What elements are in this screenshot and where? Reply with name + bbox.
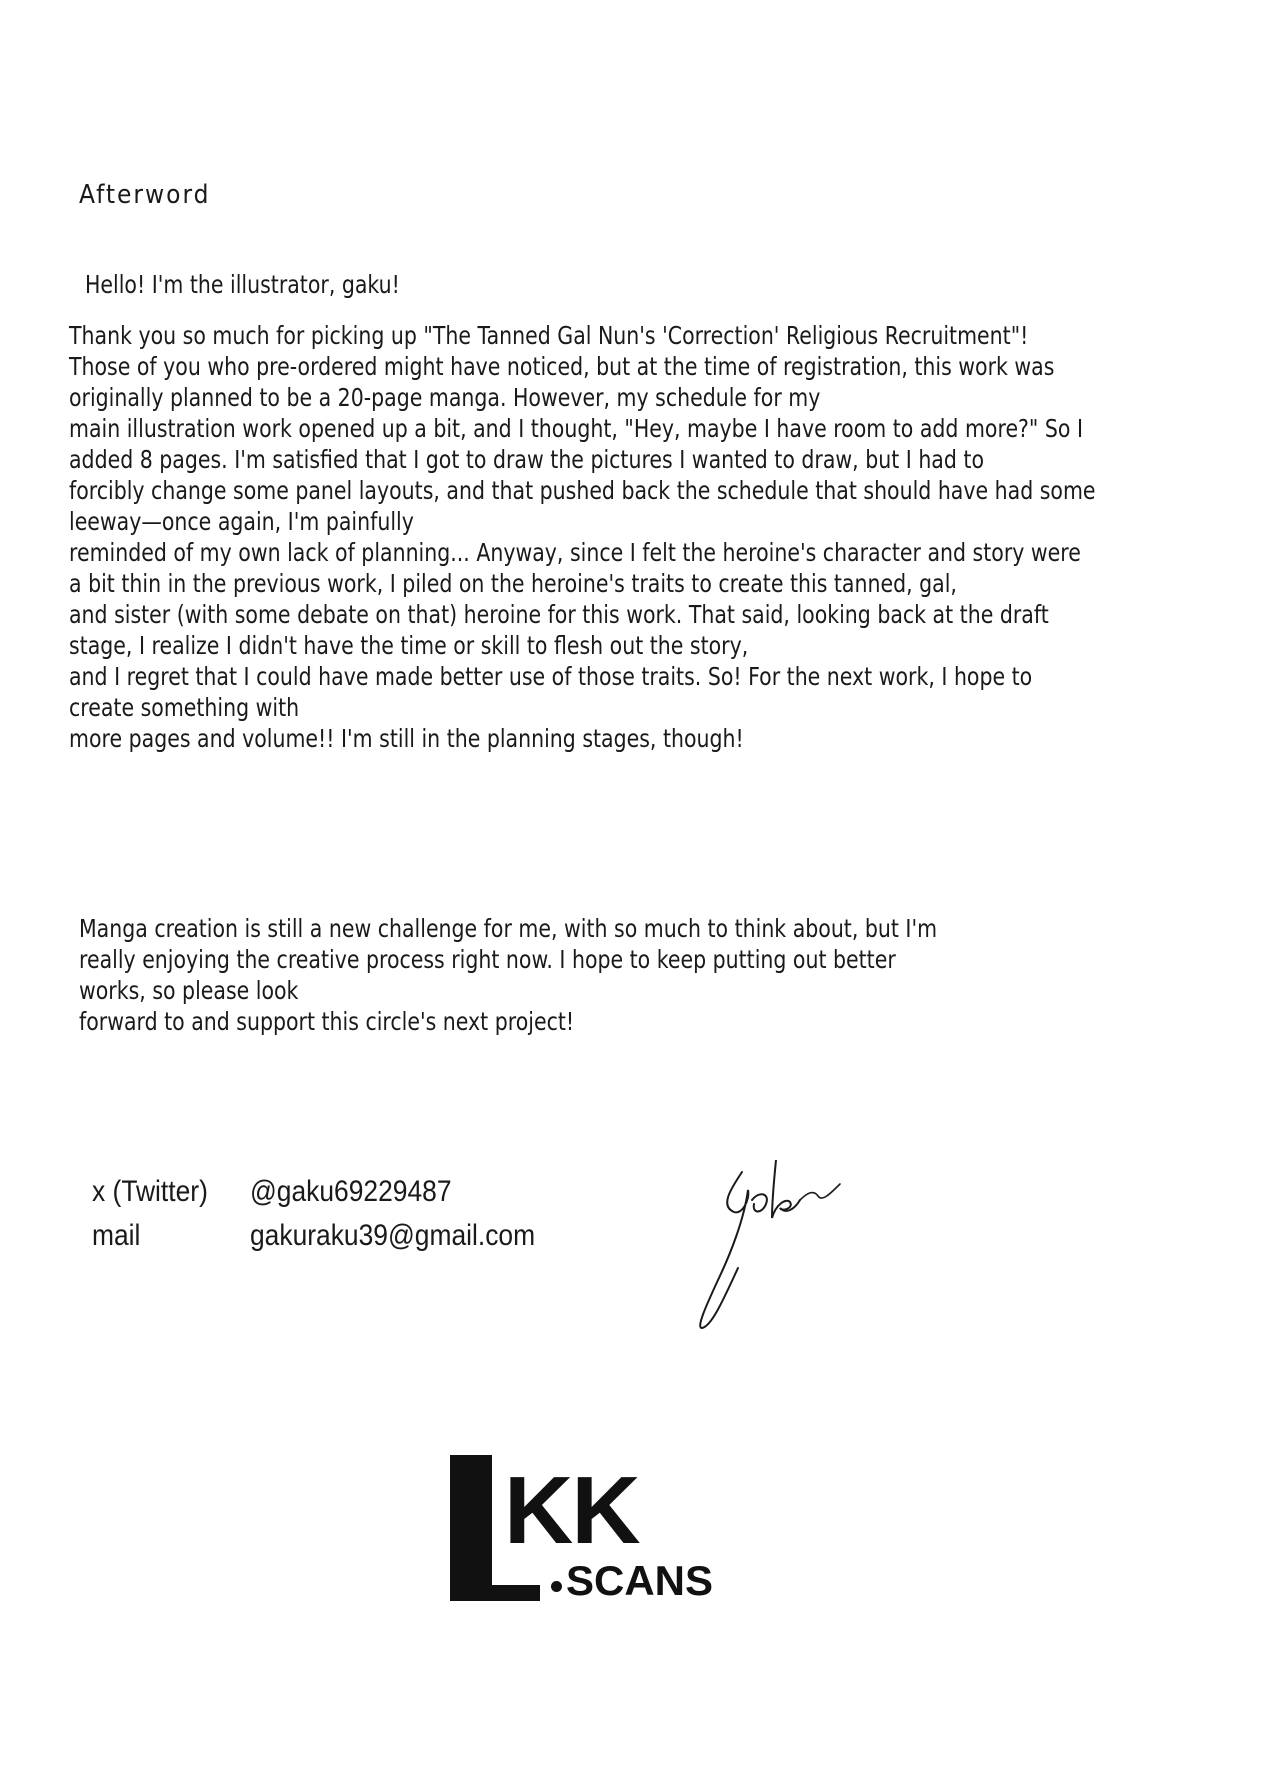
body-line: stage, I realize I didn't have the time or skill to flesh out the story,: [69, 631, 749, 660]
closing-line: Manga creation is still a new challenge for me, with so much to think about, but I'm: [79, 914, 938, 943]
twitter-handle: @gaku69229487: [250, 1175, 452, 1208]
body-line: Thank you so much for picking up "The Tanned Gal Nun's 'Correction' Religious Recruitment"!: [69, 321, 1029, 350]
afterword-closing: [79, 913, 1125, 1037]
body-line: and I regret that I could have made better use of those traits. So! For the next work, I hope to: [69, 662, 1033, 691]
lkk-scans-logo: [450, 1455, 740, 1605]
body-line: more pages and volume!! I'm still in the planning stages, though!: [69, 724, 744, 753]
mail-row: [92, 1214, 574, 1258]
closing-line: forward to and support this circle's next project!: [79, 1007, 575, 1036]
body-line: forcibly change some panel layouts, and that pushed back the schedule that should have had some: [69, 476, 1096, 505]
body-line: create something with: [69, 693, 300, 722]
greeting-line: Hello! I'm the illustrator, gaku!: [85, 270, 400, 299]
body-line: originally planned to be a 20-page manga. However, my schedule for my: [69, 383, 821, 412]
afterword-body: [69, 320, 1280, 754]
closing-line: works, so please look: [79, 976, 299, 1005]
body-line: leeway—once again, I'm painfully: [69, 507, 414, 536]
logo-kk-text: KK: [504, 1457, 639, 1564]
mail-label: mail: [92, 1219, 141, 1252]
twitter-label: x (Twitter): [92, 1175, 208, 1208]
body-line: and sister (with some debate on that) heroine for this work. That said, looking back at the draft: [69, 600, 1049, 629]
mail-address: gakuraku39@gmail.com: [250, 1219, 536, 1252]
body-line: main illustration work opened up a bit, and I thought, "Hey, maybe I have room to add more?" So I: [69, 414, 1084, 443]
body-line: added 8 pages. I'm satisfied that I got to draw the pictures I wanted to draw, but I had to: [69, 445, 984, 474]
logo-letter-l: [450, 1455, 492, 1601]
closing-line: really enjoying the creative process right now. I hope to keep putting out better: [79, 945, 896, 974]
body-line: Those of you who pre-ordered might have noticed, but at the time of registration, this work was: [69, 352, 1055, 381]
body-line: reminded of my own lack of planning... Anyway, since I felt the heroine's character and story were: [69, 538, 1081, 567]
handwritten-signature: [690, 1160, 890, 1340]
afterword-heading: Afterword: [79, 180, 211, 210]
contact-info: [92, 1170, 574, 1258]
logo-letter-l-base: [450, 1585, 540, 1601]
logo-dot: [551, 1581, 562, 1592]
logo-scans-text: SCANS: [566, 1557, 714, 1604]
twitter-row: [92, 1170, 574, 1214]
body-line: a bit thin in the previous work, I piled on the heroine's traits to create this tanned, gal,: [69, 569, 957, 598]
